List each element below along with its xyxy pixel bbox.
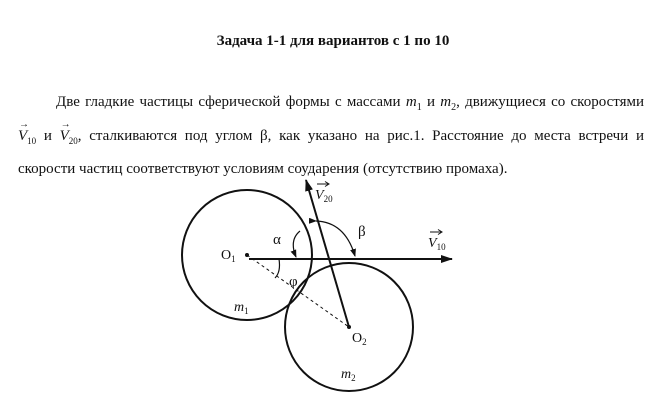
statement-and-1: и: [421, 94, 441, 110]
alpha-arc: [293, 231, 300, 257]
problem-title: Задача 1-1 для вариантов с 1 по 10: [216, 33, 450, 49]
center-o2-dot: [347, 325, 351, 329]
label-m2: $m_2$: [341, 367, 356, 383]
mass-m1: $m_1$: [405, 94, 422, 113]
phi-arc: [275, 259, 280, 278]
label-o1: $O_1$: [221, 248, 236, 264]
statement-text-3: , сталкиваются под углом β, как указано на рис.1. Расстояние до места встречи и скорости частиц соответствуют условиям соударения (отсутствию промаха).: [18, 128, 644, 177]
mass-m2: $m_2$: [440, 94, 457, 113]
center-o1-dot: [245, 253, 249, 257]
beta-arc: [316, 221, 355, 256]
svg-text:V10: $V_{10}$: [428, 236, 446, 252]
statement-text-1: Две гладкие частицы сферической формы с массами: [56, 94, 406, 110]
statement-and-2: и: [36, 128, 60, 144]
label-beta: β: [358, 224, 366, 240]
label-o2: $O_2$: [352, 331, 367, 347]
label-alpha: α: [273, 232, 281, 248]
velocity-v20: → $V_{20}$: [60, 122, 78, 155]
label-v20: [315, 182, 333, 205]
velocity-v10: → $V_{10}$: [18, 122, 36, 155]
statement-text-2: , движущиеся со скоростями: [456, 94, 645, 110]
label-m1: $m_1$: [234, 300, 249, 316]
svg-text:V20: $V_{20}$: [315, 188, 333, 204]
label-v10: [428, 230, 446, 253]
label-phi: φ: [289, 274, 298, 290]
